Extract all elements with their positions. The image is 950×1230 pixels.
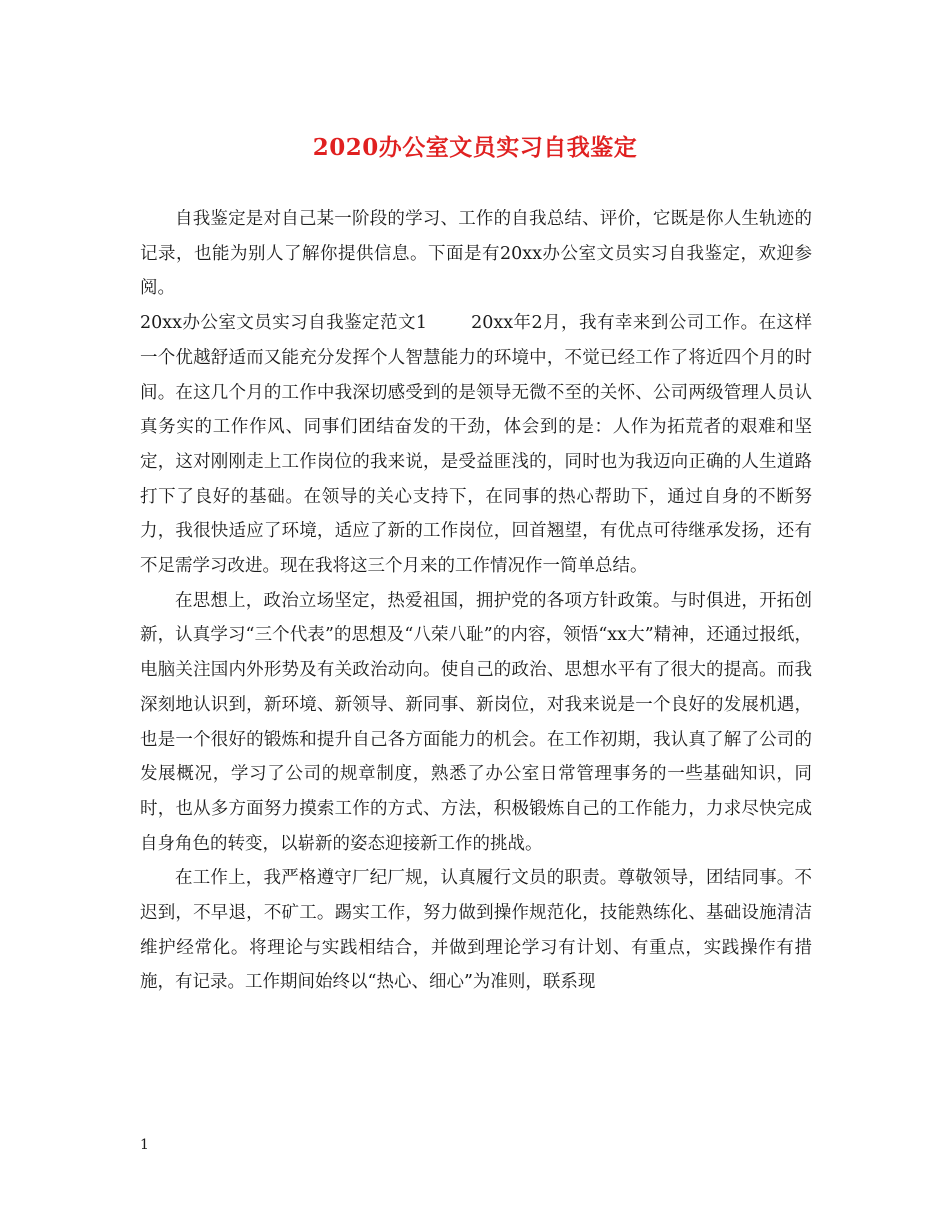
sample-paragraph (140, 306, 812, 584)
intro-paragraph: 自我鉴定是对自己某一阶段的学习、工作的自我总结、评价，它既是你人生轨迹的记录，也能为别人了解你提供信息。下面是有20xx办公室文员实习自我鉴定，欢迎参阅。 (140, 209, 812, 299)
document-title: 2020办公室文员实习自我鉴定 (312, 134, 638, 161)
page-number: 1 (140, 1137, 149, 1153)
work-paragraph: 在工作上，我严格遵守厂纪厂规，认真履行文员的职责。尊敬领导，团结同事。不迟到，不早退，不矿工。踢实工作，努力做到操作规范化，技能熟练化、基础设施清洁维护经常化。将理论与实践相结合，并做到理论学习有计划、有重点，实践操作有措施，有记录。工作期间始终以“热心、细心”为准则，联系现 (140, 868, 812, 993)
ideology-paragraph: 在思想上，政治立场坚定，热爱祖国，拥护党的各项方针政策。与时俱进，开拓创新，认真学习“三个代表”的思想及“八荣八耻”的内容，领悟“xx大”精神，还通过报纸，电脑关注国内外形势及有关政治动向。使自己的政治、思想水平有了很大的提高。而我深刻地认识到，新环境、新领导、新同事、新岗位，对我来说是一个良好的发展机遇，也是一个很好的锻炼和提升自己各方面能力的机会。在工作初期，我认真了解了公司的发展概况，学习了公司的规章制度，熟悉了办公室日常管理事务的一些基础知识，同时，也从多方面努力摸索工作的方式、方法，积极锻炼自己的工作能力，力求尽快完成自身角色的转变，以崭新的姿态迎接新工作的挑战。 (140, 590, 812, 854)
sample-heading: 20xx办公室文员实习自我鉴定范文1 (140, 313, 428, 334)
sample-body: 20xx年2月，我有幸来到公司工作。在这样一个优越舒适而又能充分发挥个人智慧能力的环境中，不觉已经工作了将近四个月的时间。在这几个月的工作中我深切感受到的是领导无微不至的关怀、公司两级管理人员认真务实的工作作风、同事们团结奋发的干劲，体会到的是：人作为拓荒者的艰难和坚定，这对刚刚走上工作岗位的我来说，是受益匪浅的，同时也为我迈向正确的人生道路打下了良好的基础。在领导的关心支持下，在同事的热心帮助下，通过自身的不断努力，我很快适应了环境，适应了新的工作岗位，回首翘望，有优点可待继承发扬，还有不足需学习改进。现在我将这三个月来的工作情况作一简单总结。 (140, 313, 812, 577)
document-body (140, 202, 812, 1000)
